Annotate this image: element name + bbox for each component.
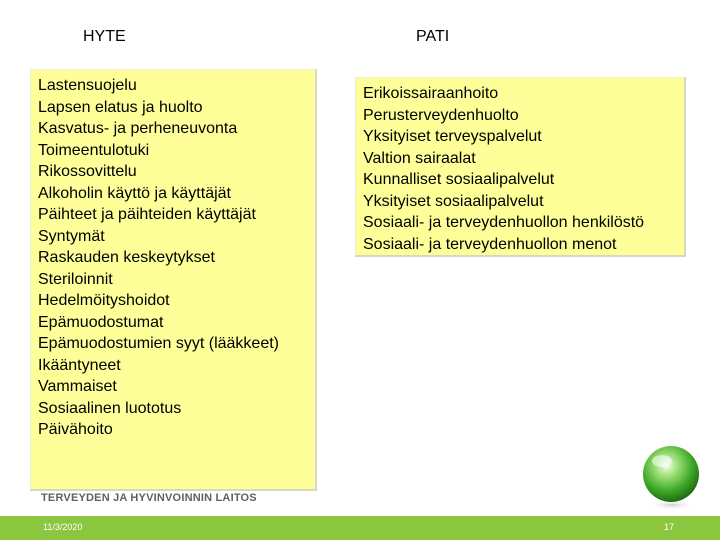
footer-bar: [0, 516, 720, 540]
heading-pati: PATI: [416, 28, 450, 45]
green-sphere-icon: [636, 441, 706, 511]
list-item: Epämuodostumien syyt (lääkkeet): [38, 335, 279, 352]
list-item: Kasvatus- ja perheneuvonta: [38, 120, 238, 137]
list-item: Yksityiset sosiaalipalvelut: [363, 192, 544, 210]
list-item: Päivähoito: [38, 421, 113, 438]
list-item: Valtion sairaalat: [363, 149, 476, 167]
heading-hyte: HYTE: [83, 28, 126, 45]
footer-date: 11/3/2020: [43, 522, 83, 532]
list-item: Toimeentulotuki: [38, 141, 150, 159]
list-item: Raskauden keskeytykset: [38, 249, 215, 266]
list-item: Steriloinnit: [38, 270, 113, 288]
thl-logo: TERVEYDEN JA HYVINVOINNIN LAITOS: [41, 492, 257, 504]
list-item: Perusterveydenhuolto: [363, 106, 519, 124]
pati-list-panel: [355, 77, 686, 257]
list-item: Vammaiset: [38, 378, 117, 395]
list-item: Lastensuojelu: [38, 77, 137, 94]
list-item: Lapsen elatus ja huolto: [38, 98, 203, 116]
hyte-list-panel: [30, 69, 317, 491]
list-item: Sosiaali- ja terveydenhuollon menot: [363, 235, 617, 253]
list-item: Syntymät: [38, 227, 105, 245]
list-item: Päihteet ja päihteiden käyttäjät: [38, 206, 256, 223]
list-item: Sosiaalinen luototus: [38, 399, 182, 417]
list-item: Rikossovittelu: [38, 163, 137, 180]
list-item: Sosiaali- ja terveydenhuollon henkilöstö: [363, 214, 645, 231]
list-item: Kunnalliset sosiaalipalvelut: [363, 171, 555, 188]
page-number: 17: [664, 522, 675, 532]
list-item: Erikoissairaanhoito: [363, 85, 499, 102]
list-item: Ikääntyneet: [38, 356, 121, 374]
list-item: Alkoholin käyttö ja käyttäjät: [38, 184, 231, 202]
list-item: Epämuodostumat: [38, 313, 164, 331]
list-item: Yksityiset terveyspalvelut: [363, 128, 542, 145]
list-item: Hedelmöityshoidot: [38, 292, 170, 309]
